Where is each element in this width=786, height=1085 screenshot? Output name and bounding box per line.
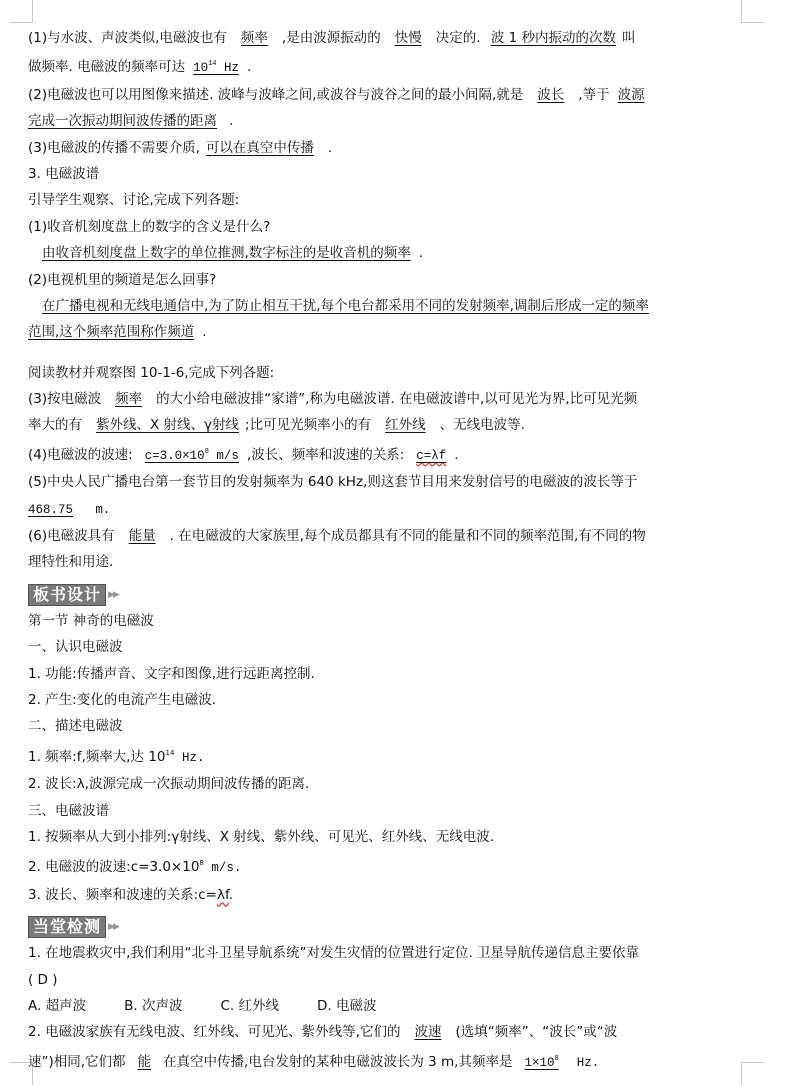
paragraph-wavelength-1 [28, 84, 736, 106]
text: 决定的. [435, 30, 481, 46]
answer-blank: 在广播电视和无线电通信中,为了防止相互干扰,每个电台都采用不同的发射频率,调制后形成一定的频率 [42, 297, 649, 314]
crop-mark-bottom-right [741, 1062, 764, 1085]
check-question-2a: 2. 电磁波家族有无线电波、红外线、可见光、紫外线等,它们的 波速 (选填“频率”、“波长”或“波 [28, 1024, 618, 1041]
answer-blank: 能 [137, 1053, 152, 1070]
text: 做频率. 电磁波的频率可达 [28, 59, 186, 76]
text: . [202, 324, 207, 341]
board-heading-1: 一、认识电磁波 [28, 639, 123, 656]
answer-2b [28, 321, 736, 343]
answer-blank: 快慢 [394, 30, 422, 46]
text: (4)电磁波的波速: [28, 446, 133, 463]
check-answer-1: ( D ) [28, 971, 58, 988]
answer-1 [28, 242, 736, 264]
answer-blank: 由收音机刻度盘上数字的单位推测,数字标注的是收音机的频率 [42, 245, 411, 262]
crop-mark-top-left [10, 0, 33, 23]
wavelength-q5-1: (5)中央人民广播电台第一套节目的发射频率为 640 kHz,则这套节目用来发射信号的电磁波的波长等于 [28, 474, 638, 491]
check-question-1: 1. 在地震救灾中,我们利用“北斗卫星导航系统”对发生灾情的位置进行定位. 卫星导航传递信息主要依靠 [28, 945, 640, 962]
crop-mark-top-right [741, 0, 764, 23]
guide-text: 引导学生观察、讨论,完成下列各题: [28, 192, 240, 209]
text: 、无线电波等. [439, 417, 525, 434]
answer-blank: 可以在真空中传播 [205, 139, 314, 156]
text: . [454, 446, 459, 463]
option-c: C. 红外线 [220, 997, 279, 1014]
text: . [327, 139, 333, 156]
board-line: 2. 波长:λ,波源完成一次振动期间波传播的距离. [28, 776, 310, 793]
text: . [229, 113, 234, 130]
answer-blank: $c=3.0\times 10^8$ m/s [144, 447, 239, 463]
answer-blank: c=λf [416, 448, 447, 463]
board-line: 2. 电磁波的波速$:c=3.0\times 10^8$ m/s. [28, 859, 242, 876]
text: 的大小给电磁波排“家谱”,称为电磁波谱. 在电磁波谱中,以可见光为界,比可见光频 [156, 391, 638, 408]
paragraph-wavelength-2 [28, 110, 736, 132]
document-page [28, 27, 736, 1078]
answer-blank: 频率 [115, 391, 143, 408]
board-design-heading [28, 584, 118, 606]
answer-blank: 红外线 [385, 417, 426, 434]
double-arrow-icon: ▶▶ [108, 922, 118, 933]
reading-instruction: 阅读教材并观察图 10-1-6,完成下列各题: [28, 364, 275, 381]
board-line: 3. 波长、频率和波速的关系:c=λf. [28, 886, 234, 903]
wavelength-q5-2 [28, 498, 736, 521]
paragraph-frequency-1 [28, 27, 736, 49]
text: ;比可见光频率小的有 [245, 417, 372, 434]
paragraph-medium [28, 137, 736, 159]
answer-blank: 能量 [128, 528, 156, 545]
answer-blank: 紫外线、X 射线、γ射线 [96, 417, 240, 434]
text: (2)电磁波也可以用图像来描述. 波峰与波峰之间,或波谷与波谷之间的最小间隔,就是 [28, 86, 524, 103]
text: ,波长、频率和波速的关系: [246, 446, 405, 463]
question-2: (2)电视机里的频道是怎么回事? [28, 271, 217, 288]
board-design-label: 板书设计 [28, 584, 106, 606]
option-d: D. 电磁波 [316, 997, 377, 1014]
energy-q6-1 [28, 525, 736, 547]
text: . [247, 59, 252, 76]
in-class-check-label: 当堂检测 [28, 916, 106, 938]
board-line: 1. 按频率从大到小排列:γ射线、X 射线、紫外线、可见光、红外线、无线电波. [28, 828, 495, 845]
question-1: (1)收音机刻度盘上的数字的含义是什么? [28, 218, 271, 235]
text: (3)按电磁波 [28, 391, 102, 408]
answer-blank: 范围,这个频率范围称作频道 [28, 324, 195, 341]
answer-2a [28, 295, 736, 317]
in-class-check-heading [28, 916, 118, 938]
answer-blank: 波速 [414, 1024, 442, 1041]
answer-blank: 波 1 秒内振动的次数 [490, 30, 616, 46]
text: (1)与水波、声波类似,电磁波也有 [28, 30, 227, 46]
wave-speed-q4 [28, 441, 736, 467]
text: . 在电磁波的大家族里,每个成员都具有不同的能量和不同的频率范围,有不同的物 [169, 528, 646, 545]
text: 率大的有 [28, 417, 82, 434]
check-question-2b: 速”)相同,它们都 能 在真空中传播,电台发射的某种电磁波波长为 3 m,其频率是 $1\times 10^8$ Hz. [28, 1053, 600, 1070]
answer-blank: 波源 [617, 86, 645, 103]
text: (3)电磁波的传播不需要介质, [28, 139, 200, 156]
spectrum-q3-2 [28, 414, 736, 436]
spectrum-q3-1 [28, 388, 736, 410]
energy-q6-2: 理特性和用途. [28, 554, 114, 571]
answer-blank: $10^{14}$ Hz [193, 60, 240, 76]
board-line: 1. 频率:f,频率大,达 $10^{14}$ Hz. [28, 748, 205, 765]
answer-blank: $1\times 10^8$ [524, 1054, 559, 1070]
text: . [418, 245, 424, 262]
text: ,等于 [578, 86, 610, 103]
answer-blank: 468.75 [28, 502, 74, 517]
board-heading-2: 二、描述电磁波 [28, 718, 123, 735]
answer-blank: 频率 [240, 30, 268, 46]
text: ,是由波源振动的 [281, 30, 381, 46]
board-title: 第一节 神奇的电磁波 [28, 612, 154, 629]
board-heading-3: 三、电磁波谱 [28, 802, 109, 819]
text: (6)电磁波具有 [28, 528, 115, 545]
option-b: B. 次声波 [124, 997, 183, 1014]
check-options [28, 995, 736, 1017]
double-arrow-icon: ▶▶ [108, 589, 118, 600]
board-line: 1. 功能:传播声音、文字和图像,进行远距离控制. [28, 665, 315, 682]
board-line: 2. 产生:变化的电流产生电磁波. [28, 691, 217, 708]
text: m. [95, 502, 111, 517]
paragraph-frequency-2 [28, 53, 736, 79]
text: 叫 [621, 30, 636, 46]
answer-blank: 完成一次振动期间波传播的距离 [28, 113, 217, 130]
answer-blank: 波长 [537, 86, 565, 103]
section-heading: 3. 电磁波谱 [28, 165, 100, 182]
option-a: A. 超声波 [28, 997, 87, 1014]
